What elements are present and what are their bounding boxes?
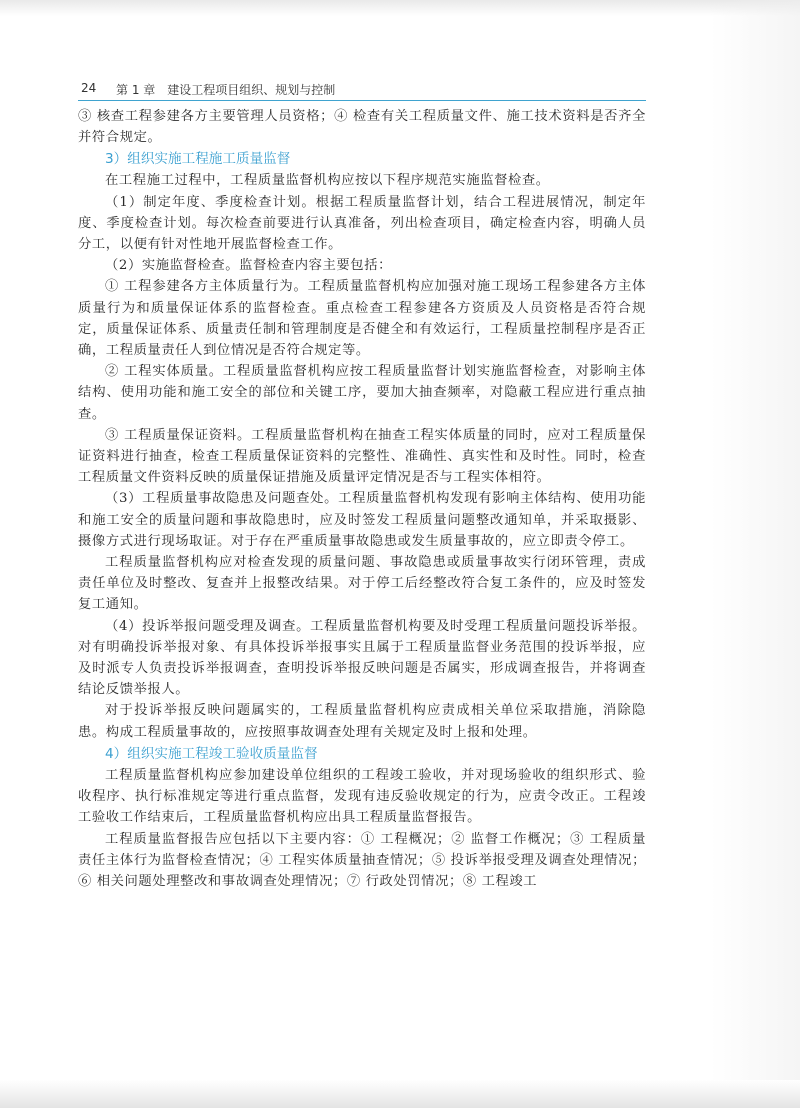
scan-shadow-bottom [0,1080,800,1108]
paragraph: 工程质量监督报告应包括以下主要内容：① 工程概况；② 监督工作概况；③ 工程质量责任主体行为监督检查情况；④ 工程实体质量抽查情况；⑤ 投诉举报受理及调查处理情况；⑥ 相关问题处理整改和事故调查处理情况；⑦ 行政处罚情况；⑧ 工程竣工 [78,831,646,889]
paragraph: （1）制定年度、季度检查计划。根据工程质量监督计划，结合工程进展情况，制定年度、季度检查计划。每次检查前要进行认真准备，列出检查项目，确定检查内容，明确人员分工，以便有针对性地开展监督检查工作。 [78,194,646,253]
paragraph: （4）投诉举报问题受理及调查。工程质量监督机构要及时受理工程质量问题投诉举报。对有明确投诉举报对象、有具体投诉举报事实且属于工程质量监督业务范围的投诉举报，应及时派专人负责投诉举报调查，查明投诉举报反映问题是否属实，形成调查报告，并将调查结论反馈举报人。 [78,618,646,698]
paragraph: （3）工程质量事故隐患及问题查处。工程质量监督机构发现有影响主体结构、使用功能和施工安全的质量问题和事故隐患时，应及时签发工程质量问题整改通知单，并采取摄影、摄像方式进行现场取证。对于存在严重质量事故隐患或发生质量事故的，应立即责令停工。 [78,491,646,549]
paragraph: ③ 核查工程参建各方主要管理人员资格；④ 检查有关工程质量文件、施工技术资料是否齐全并符合规定。 [78,109,646,146]
paragraph: ③ 工程质量保证资料。工程质量监督机构在抽查工程实体质量的同时，应对工程质量保证资料进行抽查，检查工程质量保证资料的完整性、准确性、真实性和及时性。同时，检查工程质量文件资料反映的质量保证措施及质量评定情况是否与工程实体相符。 [78,427,646,486]
paragraph: 在工程施工过程中，工程质量监督机构应按以下程序规范实施监督检查。 [105,173,550,189]
section-heading-4: 4）组织实施工程竣工验收质量监督 [105,745,318,762]
chapter-title: 第 1 章 建设工程项目组织、规划与控制 [116,83,336,97]
page-number: 24 [81,81,97,95]
scan-shadow-top [0,0,800,16]
scan-shadow-right [710,0,800,1108]
paragraph: 对于投诉举报反映问题属实的，工程质量监督机构应责成相关单位采取措施，消除隐患。构成工程质量事故的，应按照事故调查处理有关规定及时上报和处理。 [78,703,646,740]
paragraph: 工程质量监督机构应参加建设单位组织的工程竣工验收，并对现场验收的组织形式、验收程序、执行标准规定等进行重点监督，发现有违反验收规定的行为，应责令改正。工程竣工验收工作结束后，工程质量监督机构应出具工程质量监督报告。 [78,767,646,826]
section-heading-3: 3）组织实施工程施工质量监督 [105,151,291,168]
paragraph: （2）实施监督检查。监督检查内容主要包括： [105,258,392,274]
paragraph: ① 工程参建各方主体质量行为。工程质量监督机构应加强对施工现场工程参建各方主体质量行为和质量保证体系的监督检查。重点检查工程参建各方资质及人员资格是否符合规定，质量保证体系、质量责任制和管理制度是否健全和有效运行，工程质量控制程序是否正确，工程质量责任人到位情况是否符合规定等。 [78,279,646,359]
paragraph: ② 工程实体质量。工程质量监督机构应按工程质量监督计划实施监督检查，对影响主体结构、使用功能和施工安全的部位和关键工序，要加大抽查频率，对隐蔽工程应进行重点抽查。 [78,364,646,422]
running-header [78,78,646,101]
paragraph: 工程质量监督机构应对检查发现的质量问题、事故隐患或质量事故实行闭环管理，责成责任单位及时整改、复查并上报整改结果。对于停工后经整改符合复工条件的，应及时签发复工通知。 [78,555,646,613]
page-body [78,106,646,892]
